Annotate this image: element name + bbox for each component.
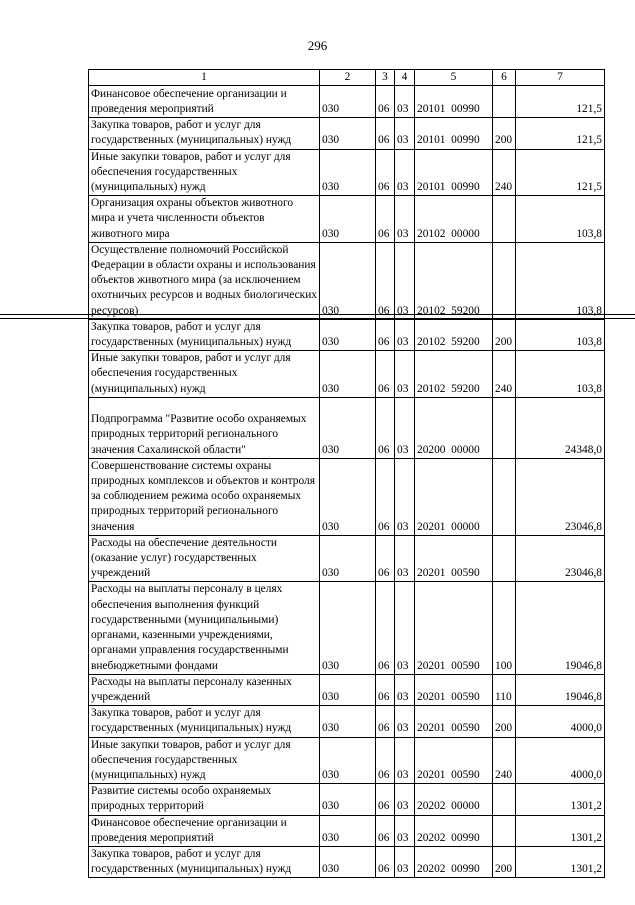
row-csr-cell: 20200 00000 [415, 397, 493, 458]
row-csr-cell: 20201 00590 [415, 706, 493, 737]
row-gr-cell: 030 [320, 86, 376, 118]
row-pr-cell: 03 [395, 86, 415, 118]
table-row [89, 784, 605, 815]
row-vr-cell: 200 [493, 319, 516, 350]
table-row [89, 397, 605, 458]
row-rz-cell: 06 [376, 242, 395, 319]
row-sum-cell: 121,5 [516, 149, 605, 196]
budget-table [88, 69, 605, 878]
row-name-cell: Закупка товаров, работ и услуг для государственных (муниципальных) нужд [89, 706, 320, 737]
row-csr-cell: 20101 00990 [415, 118, 493, 149]
row-csr-cell: 20102 59200 [415, 351, 493, 398]
row-pr-cell: 03 [395, 784, 415, 815]
header-cell: 5 [415, 70, 493, 86]
row-rz-cell: 06 [376, 706, 395, 737]
row-name-cell: Иные закупки товаров, работ и услуг для обеспечения государственных (муниципальных) нужд [89, 351, 320, 398]
table-row [89, 535, 605, 582]
row-vr-cell [493, 397, 516, 458]
table-row [89, 196, 605, 243]
row-rz-cell: 06 [376, 319, 395, 350]
row-gr-cell: 030 [320, 458, 376, 535]
row-rz-cell: 06 [376, 737, 395, 784]
row-gr-cell: 030 [320, 118, 376, 149]
row-pr-cell: 03 [395, 815, 415, 846]
row-pr-cell: 03 [395, 351, 415, 398]
row-vr-cell: 100 [493, 582, 516, 674]
row-sum-cell: 103,8 [516, 319, 605, 350]
row-gr-cell: 030 [320, 397, 376, 458]
row-rz-cell: 06 [376, 458, 395, 535]
row-sum-cell: 4000,0 [516, 737, 605, 784]
table-row [89, 846, 605, 877]
row-vr-cell: 200 [493, 118, 516, 149]
row-name-cell: Закупка товаров, работ и услуг для государственных (муниципальных) нужд [89, 846, 320, 877]
row-csr-cell: 20201 00590 [415, 737, 493, 784]
row-csr-cell: 20101 00990 [415, 86, 493, 118]
row-sum-cell: 121,5 [516, 86, 605, 118]
header-cell: 2 [320, 70, 376, 86]
row-rz-cell: 06 [376, 86, 395, 118]
row-sum-cell: 103,8 [516, 242, 605, 319]
row-rz-cell: 06 [376, 535, 395, 582]
table-row [89, 118, 605, 149]
table-row [89, 674, 605, 705]
row-sum-cell: 121,5 [516, 118, 605, 149]
scan-cut-line [0, 314, 635, 315]
header-cell: 6 [493, 70, 516, 86]
row-sum-cell: 103,8 [516, 196, 605, 243]
row-name-cell: Подпрограмма "Развитие особо охраняемых природных территорий регионального значения Сахалинской области" [89, 397, 320, 458]
row-name-cell: Организация охраны объектов животного мира и учета численности объектов животного мира [89, 196, 320, 243]
row-vr-cell [493, 196, 516, 243]
row-name-cell: Расходы на обеспечение деятельности (оказание услуг) государственных учреждений [89, 535, 320, 582]
row-gr-cell: 030 [320, 737, 376, 784]
row-name-cell: Осуществление полномочий Российской Федерации в области охраны и использования объектов животного мира (за исключением охотничьих ресурсов и водных биологических ресурсов) [89, 242, 320, 319]
row-vr-cell: 110 [493, 674, 516, 705]
row-csr-cell: 20102 59200 [415, 319, 493, 350]
row-sum-cell: 1301,2 [516, 846, 605, 877]
row-gr-cell: 030 [320, 815, 376, 846]
header-cell: 4 [395, 70, 415, 86]
row-rz-cell: 06 [376, 397, 395, 458]
row-name-cell: Финансовое обеспечение организации и проведения мероприятий [89, 86, 320, 118]
table-row [89, 242, 605, 319]
row-sum-cell: 19046,8 [516, 582, 605, 674]
row-name-cell: Закупка товаров, работ и услуг для государственных (муниципальных) нужд [89, 118, 320, 149]
row-sum-cell: 23046,8 [516, 458, 605, 535]
row-pr-cell: 03 [395, 674, 415, 705]
row-csr-cell: 20101 00990 [415, 149, 493, 196]
row-vr-cell [493, 815, 516, 846]
row-csr-cell: 20201 00590 [415, 674, 493, 705]
row-pr-cell: 03 [395, 582, 415, 674]
table-row [89, 149, 605, 196]
row-vr-cell: 240 [493, 351, 516, 398]
row-csr-cell: 20201 00000 [415, 458, 493, 535]
table-row [89, 319, 605, 350]
row-name-cell: Закупка товаров, работ и услуг для государственных (муниципальных) нужд [89, 319, 320, 350]
row-vr-cell: 240 [493, 149, 516, 196]
row-vr-cell [493, 86, 516, 118]
row-sum-cell: 1301,2 [516, 784, 605, 815]
row-pr-cell: 03 [395, 535, 415, 582]
scan-cut-line [0, 318, 635, 319]
row-csr-cell: 20202 00000 [415, 784, 493, 815]
row-name-cell: Иные закупки товаров, работ и услуг для обеспечения государственных (муниципальных) нужд [89, 737, 320, 784]
row-rz-cell: 06 [376, 784, 395, 815]
row-gr-cell: 030 [320, 582, 376, 674]
row-pr-cell: 03 [395, 242, 415, 319]
row-pr-cell: 03 [395, 846, 415, 877]
page-number: 296 [307, 38, 328, 53]
row-csr-cell: 20201 00590 [415, 535, 493, 582]
row-gr-cell: 030 [320, 196, 376, 243]
row-rz-cell: 06 [376, 351, 395, 398]
row-vr-cell: 200 [493, 846, 516, 877]
row-pr-cell: 03 [395, 397, 415, 458]
row-csr-cell: 20102 00000 [415, 196, 493, 243]
row-sum-cell: 19046,8 [516, 674, 605, 705]
row-name-cell: Иные закупки товаров, работ и услуг для обеспечения государственных (муниципальных) нужд [89, 149, 320, 196]
row-name-cell: Совершенствование системы охраны природных комплексов и объектов и контроля за соблюдением режима особо охраняемых природных территорий регионального значения [89, 458, 320, 535]
row-vr-cell [493, 242, 516, 319]
row-gr-cell: 030 [320, 706, 376, 737]
row-vr-cell [493, 458, 516, 535]
row-gr-cell: 030 [320, 149, 376, 196]
header-cell: 3 [376, 70, 395, 86]
row-csr-cell: 20102 59200 [415, 242, 493, 319]
row-sum-cell: 24348,0 [516, 397, 605, 458]
table-header-row [89, 70, 605, 86]
row-sum-cell: 23046,8 [516, 535, 605, 582]
row-name-cell: Финансовое обеспечение организации и проведения мероприятий [89, 815, 320, 846]
row-gr-cell: 030 [320, 242, 376, 319]
row-name-cell: Расходы на выплаты персоналу казенных учреждений [89, 674, 320, 705]
row-pr-cell: 03 [395, 737, 415, 784]
row-csr-cell: 20202 00990 [415, 846, 493, 877]
row-gr-cell: 030 [320, 846, 376, 877]
row-pr-cell: 03 [395, 149, 415, 196]
row-gr-cell: 030 [320, 784, 376, 815]
table-row [89, 815, 605, 846]
row-name-cell: Расходы на выплаты персоналу в целях обеспечения выполнения функций государственными (муниципальными) органами, казенными учреждениями, органами управления государственными внебюджетными фондами [89, 582, 320, 674]
row-vr-cell: 240 [493, 737, 516, 784]
table-row [89, 351, 605, 398]
row-rz-cell: 06 [376, 815, 395, 846]
row-sum-cell: 1301,2 [516, 815, 605, 846]
row-gr-cell: 030 [320, 674, 376, 705]
row-csr-cell: 20202 00990 [415, 815, 493, 846]
row-gr-cell: 030 [320, 319, 376, 350]
header-cell: 1 [89, 70, 320, 86]
row-vr-cell [493, 784, 516, 815]
row-gr-cell: 030 [320, 535, 376, 582]
row-pr-cell: 03 [395, 196, 415, 243]
row-rz-cell: 06 [376, 846, 395, 877]
table-row [89, 458, 605, 535]
row-gr-cell: 030 [320, 351, 376, 398]
row-pr-cell: 03 [395, 118, 415, 149]
row-name-cell: Развитие системы особо охраняемых природных территорий [89, 784, 320, 815]
row-pr-cell: 03 [395, 706, 415, 737]
row-rz-cell: 06 [376, 674, 395, 705]
row-rz-cell: 06 [376, 149, 395, 196]
table-row [89, 706, 605, 737]
table-row [89, 86, 605, 118]
row-sum-cell: 4000,0 [516, 706, 605, 737]
row-csr-cell: 20201 00590 [415, 582, 493, 674]
row-sum-cell: 103,8 [516, 351, 605, 398]
row-vr-cell [493, 535, 516, 582]
table-row [89, 737, 605, 784]
row-rz-cell: 06 [376, 196, 395, 243]
header-cell: 7 [516, 70, 605, 86]
row-vr-cell: 200 [493, 706, 516, 737]
row-rz-cell: 06 [376, 118, 395, 149]
row-pr-cell: 03 [395, 319, 415, 350]
row-pr-cell: 03 [395, 458, 415, 535]
table-row [89, 582, 605, 674]
row-rz-cell: 06 [376, 582, 395, 674]
